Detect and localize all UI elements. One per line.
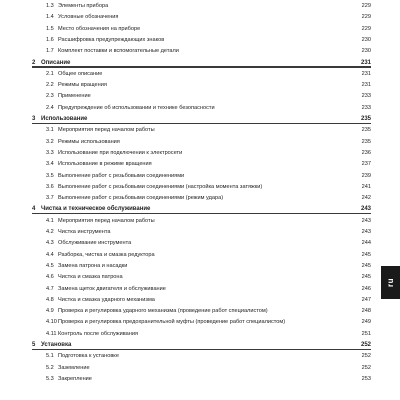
toc-title: Проверка и регулировка предохранительной муфты (проведение работ специалистом) [58,319,286,326]
toc-number: 1.4 [46,14,54,21]
toc-title: Применение [58,93,91,100]
toc-section-row[interactable] [32,149,371,158]
toc-page-number: 246 [361,285,371,292]
toc-section-row[interactable] [32,2,371,11]
toc-section-row[interactable] [32,47,371,56]
toc-page-number: 229 [361,14,371,21]
toc-number: 1.6 [46,36,54,43]
toc-title: Закрепление [58,375,92,382]
toc-section-row[interactable] [32,194,371,203]
toc-page-number: 231 [360,59,371,66]
toc-number: 3.1 [46,127,54,134]
toc-page-number: 241 [361,183,371,190]
toc-page-number: 252 [361,353,371,360]
toc-number: 3 [32,116,36,122]
toc-page-number: 252 [360,342,371,348]
toc-page-number: 230 [361,48,371,55]
toc-number: 3.7 [46,195,54,202]
toc-page-number: 244 [361,240,371,247]
toc-title: Чистка и смазка патрона [58,274,123,281]
toc-section-row[interactable] [32,217,371,226]
toc-title: Чистка и смазка ударного механизма [58,296,155,303]
toc-section-row[interactable] [32,239,371,248]
toc-title: Расшифровка предупреждающих знаков [58,36,165,43]
toc-number: 2 [32,59,36,66]
toc-title: Разборка, чистка и смазка редуктора [58,251,155,258]
toc-number: 1.5 [46,25,54,32]
toc-title: Установка [41,342,72,348]
toc-title: Комплект поставки и вспомогательные детали [58,48,179,55]
toc-number: 5 [32,342,36,348]
toc-section-row[interactable] [32,126,371,135]
toc-title: Выполнение работ с резьбовыми соединениями [58,172,185,179]
toc-number: 4.5 [46,262,54,269]
toc-number: 1.3 [46,3,54,9]
toc-page-number: 229 [361,25,371,32]
toc-section-row[interactable] [32,13,371,22]
toc-page-number: 245 [361,251,371,258]
toc-section-row[interactable] [32,318,371,327]
toc-title: Общее описание [58,70,103,77]
toc-page-number: 249 [361,319,371,326]
toc-page-number: 230 [361,36,371,43]
toc-title: Описание [41,59,71,66]
toc-section-row[interactable] [32,25,371,34]
toc-page-number: 247 [361,296,371,303]
toc-page-number: 251 [361,330,371,337]
toc-page-number: 242 [361,195,371,202]
toc-number: 4.11 [46,330,57,337]
toc-chapter-row[interactable] [32,115,371,124]
toc-section-row[interactable] [32,273,371,282]
toc-title: Обслуживание инструмента [58,240,132,247]
toc-page-number: 243 [360,206,371,213]
toc-chapter-row[interactable] [32,59,371,68]
toc-section-row[interactable] [32,160,371,169]
toc-title: Место обозначения на приборе [58,25,141,32]
toc-number: 4.6 [46,274,54,281]
toc-section-row[interactable] [32,104,371,113]
toc-number: 4.3 [46,240,54,247]
toc-number: 4 [32,206,36,213]
toc-page-number: 245 [361,274,371,281]
toc-section-row[interactable] [32,296,371,305]
toc-title: Замена патрона и насадки [58,262,128,269]
toc-title: Заземление [58,364,90,371]
toc-page-number: 233 [361,93,371,100]
toc-number: 3.4 [46,161,54,168]
toc-number: 3.3 [46,149,54,156]
toc-title: Выполнение работ с резьбовыми соединениями (режим удара) [58,195,224,202]
toc-section-row[interactable] [32,364,371,373]
toc-title: Условные обозначения [58,14,119,21]
toc-section-row[interactable] [32,138,371,147]
toc-title: Использование при подключении к электросети [58,149,183,156]
toc-title: Использование в режиме вращения [58,161,152,168]
toc-title: Замена щеток двигателя и обслуживание [58,285,166,292]
toc-number: 4.1 [46,217,54,224]
toc-section-row[interactable] [32,352,371,361]
toc-title: Чистка и техническое обслуживание [41,206,151,213]
toc-section-row[interactable] [32,251,371,260]
toc-number: 5.2 [46,364,54,371]
toc-section-row[interactable] [32,183,371,192]
toc-section-row[interactable] [32,307,371,316]
toc-page-number: 252 [361,364,371,371]
toc-title: Чистка инструмента [58,229,111,235]
toc-number: 3.5 [46,172,54,179]
toc-section-row[interactable] [32,81,371,90]
toc-page-number: 248 [361,308,371,315]
toc-title: Подготовка к установке [58,353,119,360]
language-tab [381,266,400,299]
toc-chapter-row[interactable] [32,341,371,350]
toc-page-number: 229 [361,3,371,9]
toc-title: Предупреждение об использовании и технике безопасности [58,104,215,111]
toc-number: 4.10 [46,319,57,326]
toc-page-number: 235 [361,138,371,145]
toc-page-number: 253 [361,375,371,382]
toc-title: Режимы использования [58,138,120,145]
toc-section-row[interactable] [32,375,371,384]
toc-section-row[interactable] [32,92,371,101]
toc-number: 5.3 [46,375,54,382]
toc-title: Элементы прибора [58,3,109,9]
toc-number: 4.8 [46,296,54,303]
toc-number: 4.2 [46,229,54,235]
toc-page-number: 243 [361,229,371,235]
toc-page-number: 231 [361,70,371,77]
language-tab-label: ru [386,278,395,287]
toc-section-row[interactable] [32,172,371,181]
toc-section-row[interactable] [32,228,371,237]
toc-title: Выполнение работ с резьбовыми соединениями (настройка момента затяжки) [58,183,263,190]
toc-number: 2.3 [46,93,54,100]
toc-number: 1.7 [46,48,54,55]
toc-number: 2.1 [46,70,54,77]
toc-page-number: 243 [361,217,371,224]
toc-section-row[interactable] [32,285,371,294]
toc-number: 3.6 [46,183,54,190]
toc-number: 2.4 [46,104,54,111]
toc-section-row[interactable] [32,330,371,339]
toc-number: 3.2 [46,138,54,145]
toc-page-number: 239 [361,172,371,179]
toc-section-row[interactable] [32,262,371,271]
toc-title: Мероприятия перед началом работы [58,217,155,224]
toc-number: 2.2 [46,82,54,89]
toc-number: 5.1 [46,353,54,360]
toc-number: 4.9 [46,308,54,315]
toc-title: Использование [41,116,88,122]
toc-title: Контроль после обслуживания [58,330,139,337]
toc-page-number: 231 [361,82,371,89]
toc-page-number: 236 [361,149,371,156]
toc-page-number: 245 [361,262,371,269]
toc-section-row[interactable] [32,36,371,45]
toc-title: Мероприятия перед началом работы [58,127,155,134]
toc-page-number: 235 [360,116,371,122]
toc-number: 4.7 [46,285,54,292]
toc-number: 4.4 [46,251,54,258]
toc-page-number: 233 [361,104,371,111]
toc-title: Проверка и регулировка ударного механизма (проведение работ специалистом) [58,308,268,315]
toc-title: Режимы вращения [58,82,107,89]
toc-chapter-row[interactable] [32,205,371,214]
toc-section-row[interactable] [32,70,371,79]
toc-page-number: 235 [361,127,371,134]
toc-page-number: 237 [361,161,371,168]
